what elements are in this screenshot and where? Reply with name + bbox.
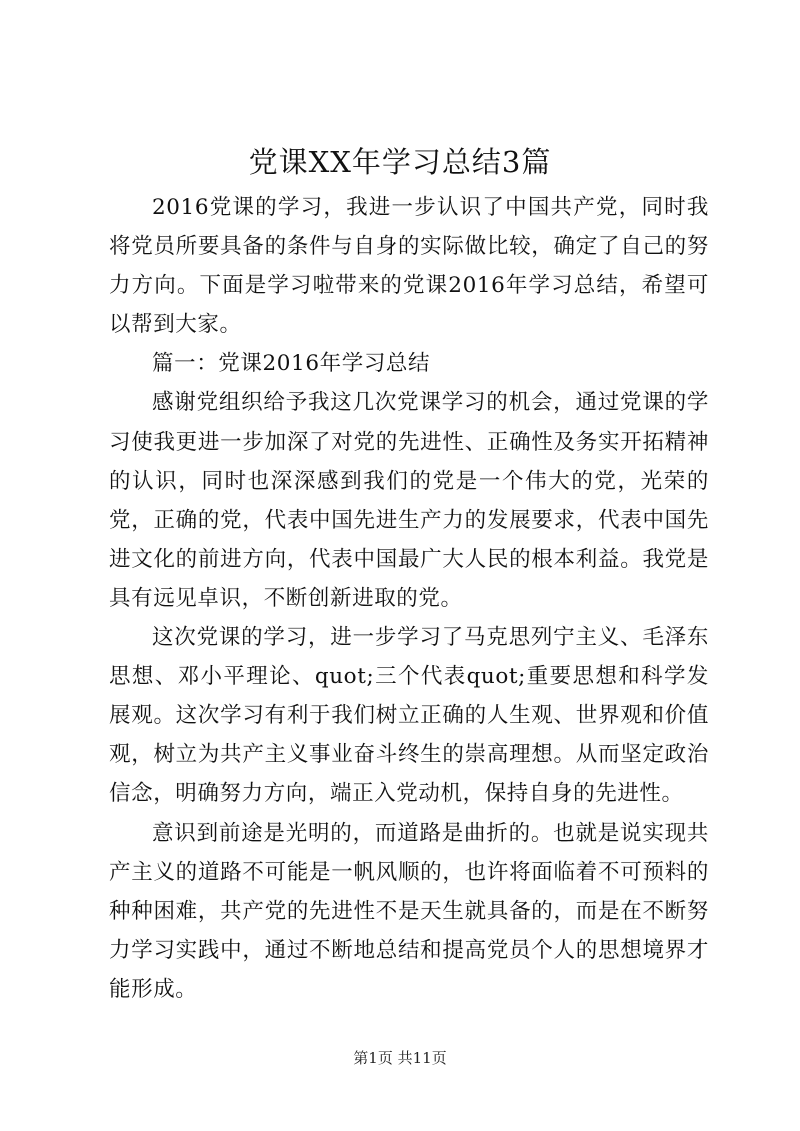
section-heading: 篇一：党课2016年学习总结 bbox=[152, 351, 431, 377]
body-paragraph: 感谢党组织给予我这几次党课学习的机会，通过党课的学习使我更进一步加深了对党的先进性、正确性及务实开拓精神的认识，同时也深深感到我们的党是一个伟大的党，光荣的党，正确的党，代表中国先进生产力的发展要求，代表中国先进文化的前进方向，代表中国最广大人民的根本利益。我党是具有远见卓识，不断创新进取的党。 bbox=[109, 390, 709, 611]
page-number-footer: 第1页 共11页 bbox=[353, 1049, 447, 1067]
body-paragraph: 意识到前途是光明的，而道路是曲折的。也就是说实现共产主义的道路不可能是一帆风顺的，也许将面临着不可预料的种种困难，共产党的先进性不是天生就具备的，而是在不断努力学习实践中，通过不断地总结和提高党员个人的思想境界才能形成。 bbox=[109, 820, 709, 1002]
document-title: 党课XX年学习总结3篇 bbox=[248, 145, 552, 179]
intro-paragraph: 2016党课的学习，我进一步认识了中国共产党，同时我将党员所要具备的条件与自身的实际做比较，确定了自己的努力方向。下面是学习啦带来的党课2016年学习总结，希望可以帮到大家。 bbox=[109, 195, 709, 338]
document-body bbox=[109, 188, 709, 1009]
body-paragraph: 这次党课的学习，进一步学习了马克思列宁主义、毛泽东思想、邓小平理论、quot;三个代表quot;重要思想和科学发展观。这次学习有利于我们树立正确的人生观、世界观和价值观，树立为共产主义事业奋斗终生的崇高理想。从而坚定政治信念，明确努力方向，端正入党动机，保持自身的先进性。 bbox=[109, 625, 709, 807]
